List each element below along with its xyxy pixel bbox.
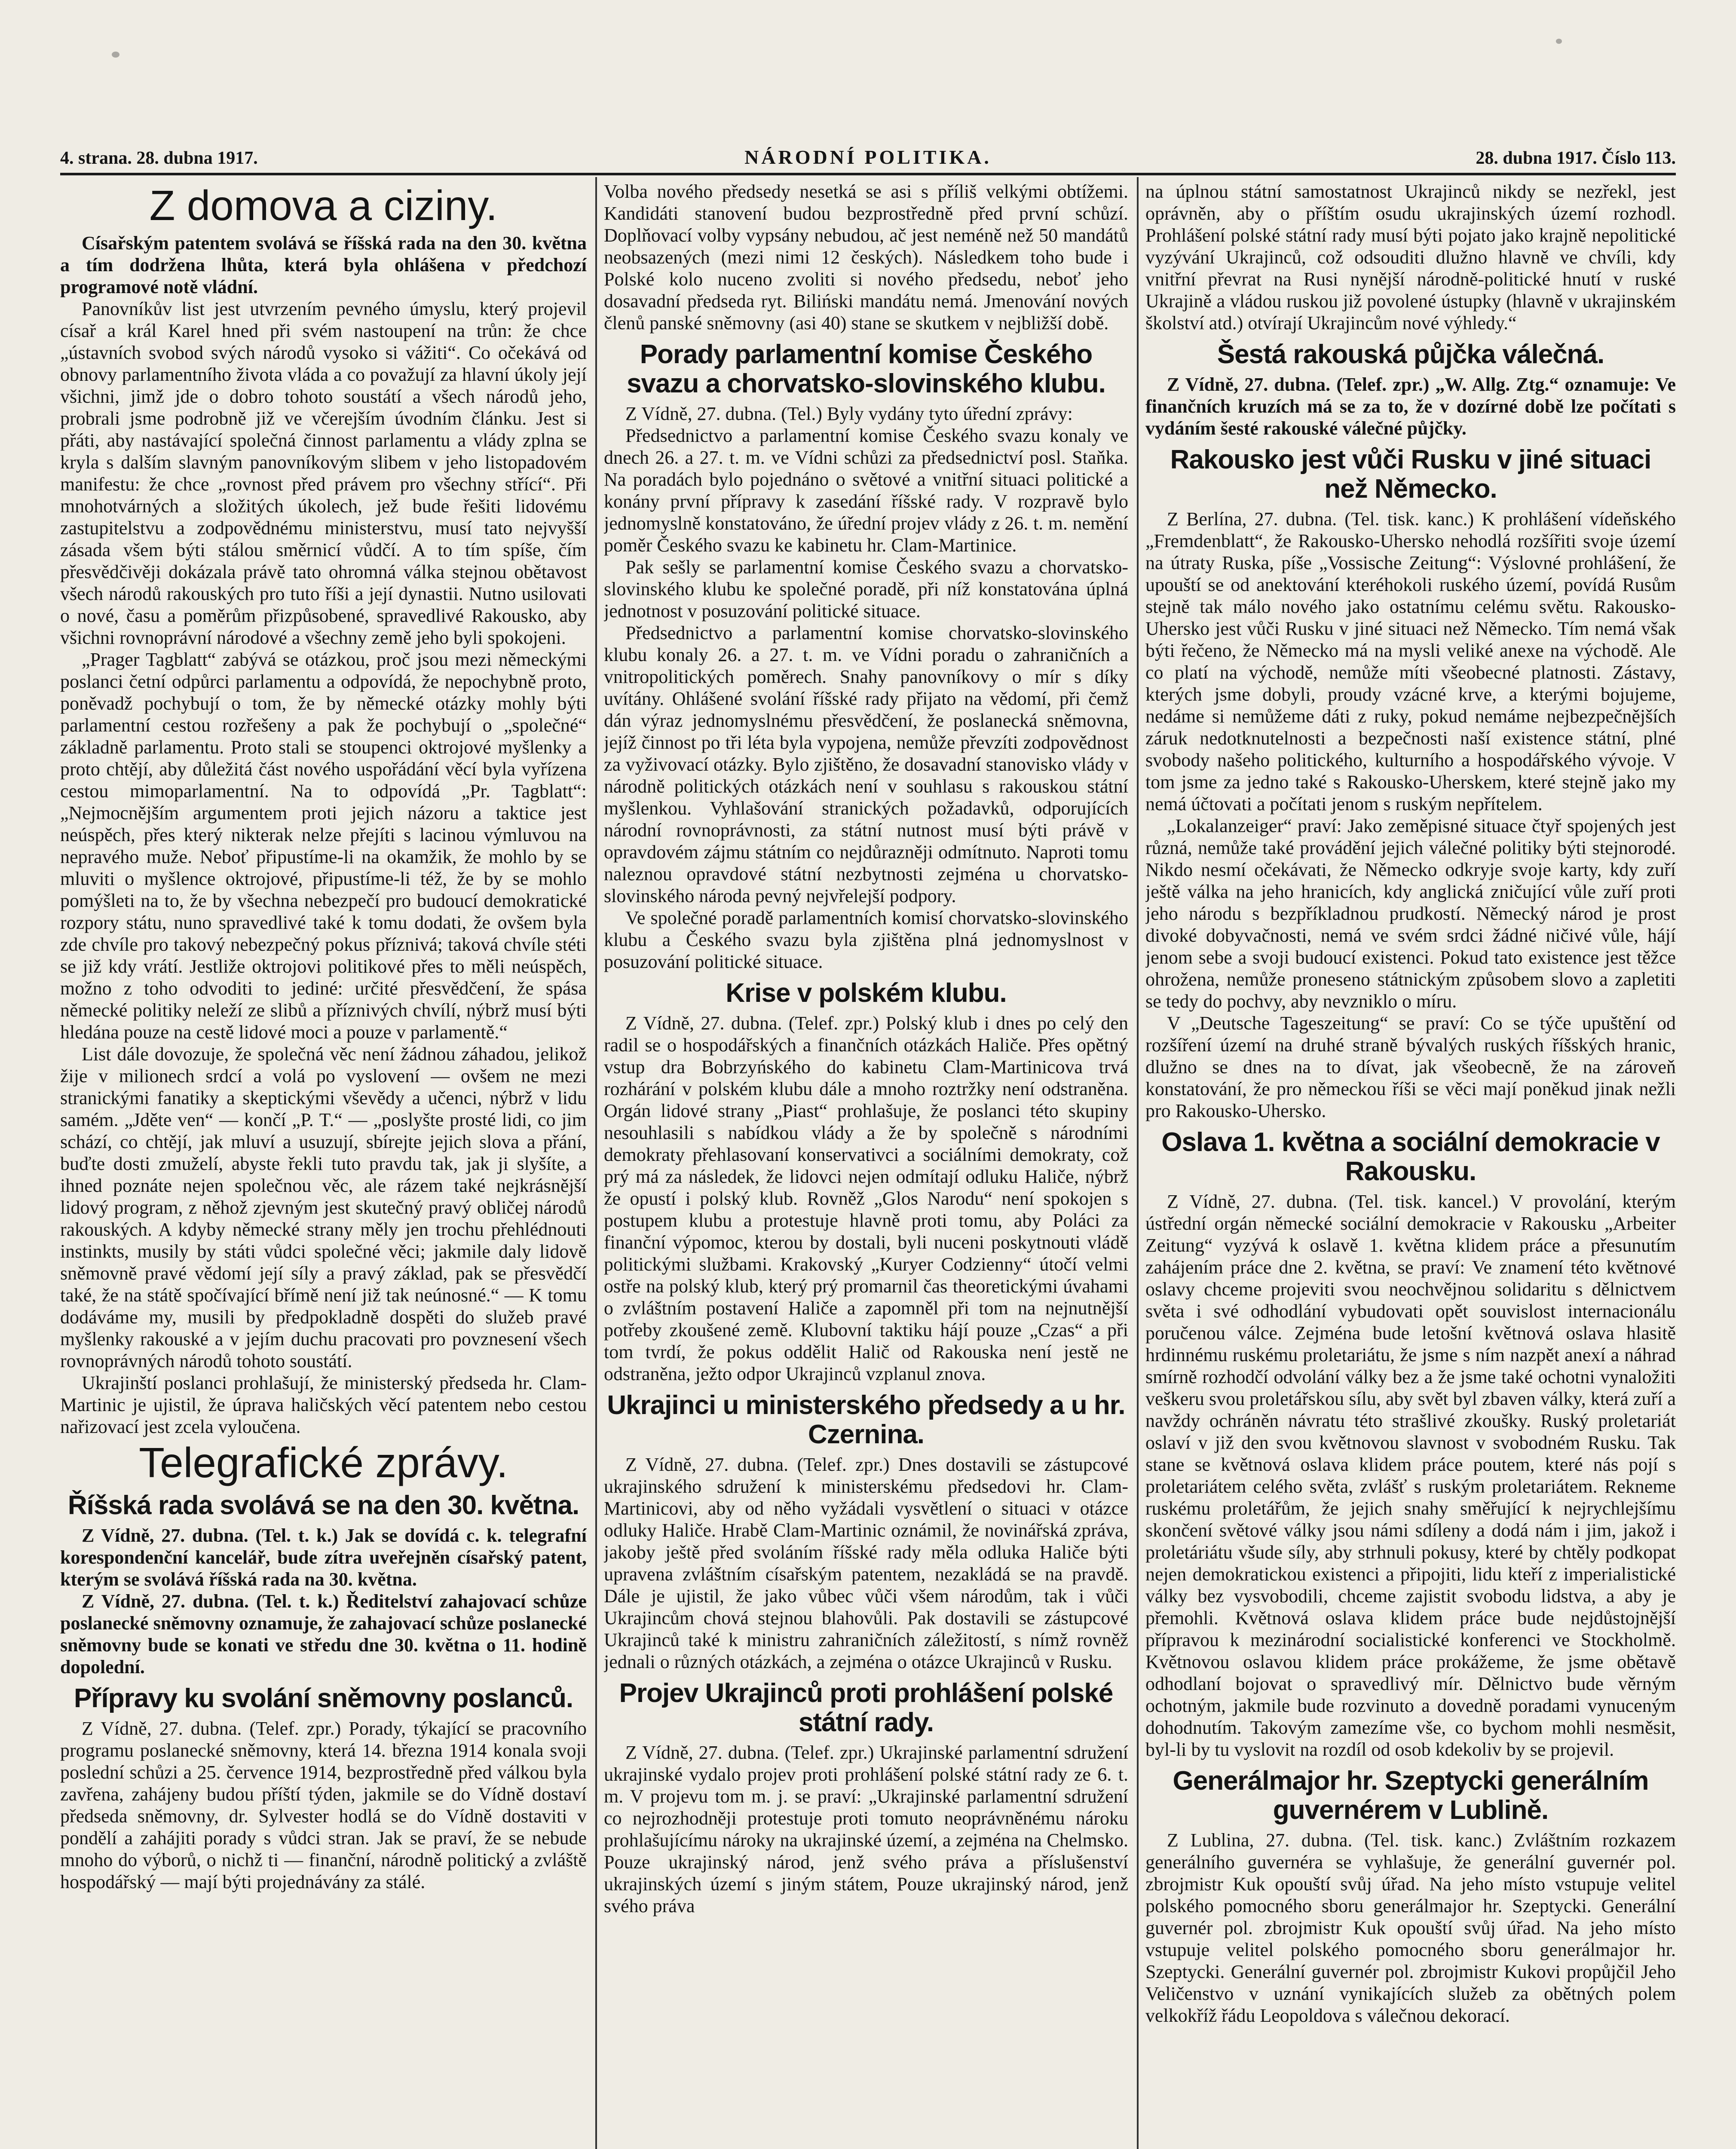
article-paragraph: Z Vídně, 27. dubna. (Tel. t. k.) Jak se dovídá c. k. telegrafní korespondenční kancelář, bude zítra uveřejněn císařský patent, kterým se svolává říšská rada na 30. května. bbox=[60, 1525, 587, 1590]
headline-rakousko: Rakousko jest vůči Rusku v jiné situaci než Německo. bbox=[1170, 445, 1651, 504]
article-paragraph: Ukrajinští poslanci prohlašují, že ministerský předseda hr. Clam-Martinic je ujistil, že úprava haličských věcí patentem nebo cestou nařizovací jest zcela vyloučena. bbox=[60, 1372, 587, 1437]
column-divider-1 bbox=[595, 177, 597, 2149]
headline-pujcka: Šestá rakouská půjčka válečná. bbox=[1217, 340, 1604, 369]
article-paragraph: V „Deutsche Tageszeitung“ se praví: Co se týče upuštění od rozšíření území na druhé straně bývalých ruských říšských hranic, dlužno se dnes na to dívat, jak všeobecně, že na zároveň konstatování, že pro německou říši se věci mají poněkud jinak nežli pro Rakousko-Uhersko. bbox=[1145, 1013, 1676, 1121]
article-paragraph: Ve společné poradě parlamentních komisí chorvatsko-slovinského klubu a Českého svazu byla zjištěna plná jednomyslnost v posuzování politické situace. bbox=[604, 907, 1128, 972]
column-1 bbox=[60, 181, 587, 2149]
article-paragraph: „Lokalanzeiger“ praví: Jako zeměpisné situace čtyř spojených jest různá, nemůže také provádění jejich válečné politiky býti stejnorodé. Nikdo nesmí očekávati, že Německo odkryje svoje karty, kdy zuří ještě válka na jeho hranicích, kdy anglická zničující vůle zuří proti jeho národu s bezpříkladnou prudkostí. Německý národ je prost divoké dobyvačnosti, nemá ve svém srdci žádné ničivé vůle, hájí jenom sebe a svoji budoucí existenci. Pokud tato existence jest těžce ohrožena, nemůže proneseno státnickým způsobem slovo a zapletiti se tedy do pochvy, aby nevzniklo o míru. bbox=[1145, 815, 1676, 1012]
article-paragraph: Z Vídně, 27. dubna. (Tel. tisk. kancel.) V provolání, kterým ústřední orgán německé sociální demokracie v Rakousku „Arbeiter Zeitung“ vyzývá k oslavě 1. května klidem práce a přesunutím zahájením práce dne 2. května, se praví: Ve znamení této květnové oslavy chceme projeviti svou neochvějnou solidaritu s dělnictvem světa i své odhodlání vybudovati opět souvislost internacionálu poručenou válce. Zejména bude letošní květnová oslava hlasitě hrdinnému ruskému proletariátu, že jsme s ním nazpět anexí a náhrad smírně rozhodčí odvolání války bez a že jsme také ochotni vynaložiti veškeru svou proletářskou sílu, aby svět byl zbaven války, která zuří a navždy ochráněn návratu této strašlivé zkoušky. Ruský proletariát oslaví v již den svou květnovou slavnost v svobodném Rusku. Tak stane se květnová oslava klidem práce poutem, které nás pojí s proletariátem celého světa, zvlášť s ruským proletariátem. Rekneme ruskému proletářům, že jejich snahy směřující k nejrychlejšímu skončení světové války jsou námi sdíleny a dodá nám i jim, jakož i proletáriátu všude síly, aby strhnuli pokusy, které by chtěly podkopat nejen demokratickou existenci a připojiti, lidu kteří z imperialistické války bez vysvobodili, chceme zajistit svobodu lidstva, a aby je přemohli. Květnová oslava klidem práce bude nejdůstojnější přípravou k mezinárodní socialistické konferenci ve Stockholmě. Květnovou oslavou klidem práce prokážeme, že jsme obětavě odhodlaní bojovat o spravedlivý mír. Dělnictvo bude věrným ochotným, jakmile bude rozvinuto a dovedně poradami vynuceným dohodnutím. Takovým zamezíme vše, co bychom mohli nesměsit, byl-li by tu vyslovit na rozdíl od osob kdekoliv by se projevil. bbox=[1145, 1191, 1676, 1760]
running-header bbox=[60, 138, 1676, 172]
article-paragraph: Z Lublina, 27. dubna. (Tel. tisk. kanc.) Zvláštním rozkazem generálního guvernéra se vyhlašuje, že generální guvernér pol. zbrojmistr Kuk opouští svůj úřad. Na jeho místo vstupuje velitel polského pomocného sboru generálmajor hr. Szeptycki. Generální guvernér pol. zbrojmistr Kuk opouští svůj úřad. Na jeho místo vstupuje velitel polského pomocného sboru generálmajor hr. Szeptycki. Generální guvernér pol. zbrojmistr Kukovi propůjčil Jeho Veličenstvo v uznání vynikajících služeb za obětných polem velkokříž řádu Leopoldova s válečnou dekorací. bbox=[1145, 1830, 1676, 2026]
header-page-date: 4. strana. 28. dubna 1917. bbox=[60, 148, 258, 168]
article-paragraph: Předsednictvo a parlamentní komise Českého svazu konaly ve dnech 26. a 27. t. m. ve Vídni schůzi za předsednictví posl. Staňka. Na poradách bylo pojednáno o světové a vnitřní situaci politické a konány první přípravy k zasedání říšské rady. V rozpravě bylo jednomyslně konstatováno, že úřední projev vlády z 26. t. m. nemění poměr Českého svazu ke kabinetu hr. Clam-Martinice. bbox=[604, 425, 1128, 556]
article-paragraph: Volba nového předsedy nesetká se asi s příliš velkými obtížemi. Kandidáti stanovení budou bezprostředně před první schůzí. Doplňovací volby vypsány nebudou, ač jest neméně než 50 mandátů neobsazených (mezi nimi 12 českých). Následkem toho bude i Polské kolo nuceno zvoliti si nového předsedu, neboť jeho dosavadní předseda ryt. Biliński mandátu nemá. Jmenování nových členů panské sněmovny (asi 40) stane se skutkem v nejbližší době. bbox=[604, 181, 1128, 334]
headline-projev: Projev Ukrajinců proti prohlášení polské státní rady. bbox=[619, 1678, 1113, 1737]
header-rule bbox=[60, 173, 1676, 175]
headline-krise: Krise v polském klubu. bbox=[726, 978, 1007, 1008]
column-2 bbox=[604, 181, 1128, 2149]
scan-speck bbox=[112, 52, 119, 58]
article-paragraph: Z Vídně, 27. dubna. (Telef. zpr.) Dnes dostavili se zástupcové ukrajinského sdružení k ministerskému předsedovi hr. Clam-Martinicovi, aby od něho vyžádali vysvětlení o situaci v otázce odluky Haliče. Hrabě Clam-Martinic oznámil, že novinářská zpráva, jakoby ještě před svoláním říšské rady měla odluka Haliče býti upravena zvláštním císařským patentem, nezakládá se na pravdě. Dále je ujistil, že jako vůbec vůči všem národům, tak i vůči Ukrajincům chová stejnou blahovůli. Pak dostavili se zástupcové Ukrajinců také k ministru zahraničních záležitostí, s nímž rovněž jednali o různých otázkách, a zejména o otázce Ukrajinců v Rusku. bbox=[604, 1454, 1128, 1672]
headline-oslava: Oslava 1. května a sociální demokracie v Rakousku. bbox=[1161, 1127, 1660, 1186]
article-paragraph: Pak sešly se parlamentní komise Českého svazu a chorvatsko-slovinského klubu ke společné poradě, při níž konstatována úplná jednotnost v posuzování politické situace. bbox=[604, 557, 1128, 621]
headline-pripravy: Přípravy ku svolání sněmovny poslanců. bbox=[73, 1684, 573, 1713]
article-paragraph: „Prager Tagblatt“ zabývá se otázkou, proč jsou mezi německými poslanci četní odpůrci parlamentu a odpovídá, že nepochybně proto, poněvadž pochybují o tom, že by německé otázky mohly býti parlamentní cestou rozřešeny a pak že pochybují o „společné“ základně parlamentu. Proto stali se stoupenci oktrojové myšlenky a proto chtějí, aby důležitá část nového uspořádání věcí byla vyřízena cestou mimoparlamentní. Na to odpovídá „Pr. Tagblatt“: „Nejmocnějším argumentem proti jejich názoru a taktice jest neúspěch, přes který nikterak nelze přejíti s lacinou výmluvou na nepravého muže. Neboť připustíme-li na okamžik, že mohlo by se mluviti o myšlence oktrojové, připustíme-li též, že by se mohlo pomýšleti na to, že by všechna nebezpečí pro budoucí demokratické rozpory státu, nuno spravedlivé také k tomu dodati, že ovšem byla zde chvíle pro takový nebezpečný pokus příznivá; taková chvíle stéti se již kdy vrátí. Jestliže oktrojovi politikové přes to měli neúspěch, možno z toho odvoditi to jediné: určité přesvědčení, že spása německé politiky neleží ze slibů a příznivých chvílí, nýbrž musí býti hledána pouze na cestě lidové moci a pouze v parlamentě.“ bbox=[60, 649, 587, 1043]
header-date-issue: 28. dubna 1917. Číslo 113. bbox=[1476, 148, 1676, 168]
header-masthead: NÁRODNÍ POLITIKA. bbox=[744, 146, 992, 168]
headline-porady: Porady parlamentní komise Českého svazu a chorvatsko-slovinského klubu. bbox=[627, 340, 1105, 398]
scan-speck bbox=[1556, 39, 1562, 44]
article-paragraph: Z Vídně, 27. dubna. (Telef. zpr.) Polský klub i dnes po celý den radil se o hospodářských a finančních otázkách Haliče. Přes opětný vstup dra Bobrzyńského do kabinetu Clam-Martinicova trvá rozhárání v polském klubu dále a mnoho roztržky není odstraněna. Orgán lidové strany „Piast“ prohlašuje, že poslanci této skupiny nesouhlasili s nabídkou vlády a že by společně s národními demokraty přehlasovaní konservativci a sociálními demokraty, což prý má za následek, že lidovci nejen odmítají odluku Haliče, nýbrž že opustí i polský klub. Rovněž „Glos Narodu“ není spokojen s postupem klubu a protestuje hlavně proti tomu, aby Poláci za finanční výpomoc, kterou by dostali, byli nuceni poskytnouti vládě politickými službami. Krakovský „Kuryer Codzienny“ útočí velmi ostře na polský klub, který prý promarnil čas theoretickými úvahami o zvláštním postavení Haliče a zapomněl při tom na nejnutnější potřeby zkoušené země. Klubovní taktiku hájí pouze „Czas“ a při tom tvrdí, že pokus oddělit Halič od Rakouska není jestě ne odstraněna, ježto odpor Ukrajinců vzplanul znova. bbox=[604, 1013, 1128, 1384]
article-paragraph: Panovníkův list jest utvrzením pevného úmyslu, který projevil císař a král Karel hned při svém nastoupení na trůn: že chce „ústavních svobod svých národů vysoko si vážiti“. Co očekává od obnovy parlamentního života vláda a co považují za hlavní úkoly její všichni, jimž jde o dobro tohoto soustátí a všech národů jeho, probrali jsme podrobně již ve včerejším úvodním článku. Jest si přáti, aby nastávající společná činnost parlamentu a vlády zplna se kryla s dalším slavným panovníkovým slibem v jeho listopadovém manifestu: že chce „rovnost před právem pro všechny střící“. Při mnohotvárných a složitých úkolech, jež bude řešiti lidovému zastupitelstvu a zodpovědnému ministerstvu, musí tato nejvyšší zásada všem býti stálou směrnicí vůdčí. A to tím spíše, čím přesvědčivěji dokázala právě tato ohromná válka stejnou obětavost všech národů rakouských pro tuto říši a její dynastii. Nutno usilovati o nové, času a poměrům přizpůsobené, spravedlivé Rakousko, aby všichni rovnoprávní národové a všechny země jeho byli spokojeni. bbox=[60, 298, 587, 648]
column-3 bbox=[1145, 181, 1676, 2149]
article-paragraph: Z Vídně, 27. dubna. (Tel. t. k.) Ředitelství zahajovací schůze poslanecké sněmovny oznamuje, že zahajovací schůze poslanecké sněmovny bude se konati ve středu dne 30. května o 11. hodině dopolední. bbox=[60, 1591, 587, 1678]
section-title-telegraficke: Telegrafické zprávy. bbox=[139, 1439, 508, 1486]
column-divider-2 bbox=[1137, 177, 1139, 2149]
article-paragraph: Z Vídně, 27. dubna. (Telef. zpr.) Ukrajinské parlamentní sdružení ukrajinské vydalo projev proti prohlášení polské státní rady ze 6. t. m. V projevu tom m. j. se praví: „Ukrajinské parlamentní sdružení co nejrozhodněji protestuje proti tomuto neoprávněnému nároku prohlašujícímu nároky na ukrajinské území, a zejména na Chelmsko. Pouze ukrajinský národ, jenž svého práva a příslušenství ukrajinských území s jiným státem, Pouze ukrajinský národ, jenž svého práva bbox=[604, 1742, 1128, 1916]
article-paragraph: Předsednictvo a parlamentní komise chorvatsko-slovinského klubu konaly 26. a 27. t. m. ve Vídni poradu o zahraničních a vnitropolitických poměrech. Snahy panovníkovy o mír s díky uvítány. Ohlášené svolání říšské rady přijato na vědomí, při čemž dán výraz jednomyslnému přesvědčení, že poslanecká sněmovna, jejíž činnost po tři léta byla vypojena, nemůže převzíti zodpovědnost za vyživovací otázky. Bylo zjištěno, že dosavadní stanovisko vlády v národně politických otázkách není v souhlasu s rakouskou státní myšlenkou. Vyhlašování stranických požadavků, odporujících národní rovnoprávnosti, za státní nutnost musí býti právě v opravdovém zájmu státním co nejdůrazněji odmítnuto. Naproti tomu naleznou opravdové státní nezbytnosti zejména u chorvatsko-slovinského národa pevný nejvřelejší podpory. bbox=[604, 622, 1128, 906]
article-paragraph: Z Berlína, 27. dubna. (Tel. tisk. kanc.) K prohlášení vídeňského „Fremdenblatt“, že Rakousko-Uhersko nehodlá rozšířiti svoje území na útraty Ruska, píše „Vossische Zeitung“: Výslovné prohlášení, že upouští se od anektování kteréhokoli ruského území, povídá Rusům stejně tak málo nového jako ostatnímu celému světu. Rakousko-Uhersko jest vůči Rusku v jiné situaci než Německo. Tím nemá však býti řečeno, že Německo má na mysli veliké anexe na východě. Ale co platí na východě, nemůže míti všeobecné platnosti. Zástavy, kterých jsme dobyli, proudy vzácné krve, a kterými bojujeme, nedáme si nemůžeme dáti z ruky, pokud nemáme nejbezpečnějších záruk nedotknutelnosti a bezpečnosti naší existence státní, plné svobody našeho politického, kulturního a hospodářského vývoje. V tom jsme za jedno také s Rakousko-Uherskem, které stejně jako my nemá účtovati a počítati jenom s ruským nepřítelem. bbox=[1145, 508, 1676, 814]
article-paragraph: Z Vídně, 27. dubna. (Tel.) Byly vydány tyto úřední zprávy: bbox=[625, 403, 1073, 424]
article-paragraph: List dále dovozuje, že společná věc není žádnou záhadou, jelikož žije v milionech srdcí a volá po vyslovení — ovšem ne mezi stranickými fanatiky a skeptickými vševědy a učenci, nýbrž v lidu samém. „Jděte ven“ — končí „P. T.“ — „poslyšte prosté lidi, co jim schází, co chtějí, jak mluví a usuzují, sbírejte jejich slova a přání, buďte dosti zmuželí, abyste řekli tuto pravdu tak, jak ji slyšíte, a ihned poznáte nejen společnou věc, ale rázem také nejkrásnější lidový program, z něhož zjevným jest skutečný pravý obličej národů rakouských. A kdyby německé strany měly jen trochu přehlédnouti instinkts, musily by státi vůdci společné věci; jakmile daly lidově sněmovně pravé vědomí její síly a pravý základ, pak se přesvědčí také, že na státě spočívající břímě není již tak neúnosné.“ — K tomu dodáváme my, musili by předpokladně dospěti do služeb pravé myšlenky rakouské a v jejím duchu pracovati pro povznesení všech rovnoprávných národů tohoto soustátí. bbox=[60, 1044, 587, 1371]
headline-generalmajor: Generálmajor hr. Szeptycki generálním guvernérem v Lublině. bbox=[1173, 1766, 1649, 1825]
article-paragraph: Z Vídně, 27. dubna. (Telef. zpr.) Porady, týkající se pracovního programu poslanecké sněmovny, která 14. března 1914 konala svoji poslední schůzi a 25. července 1914, bezprostředně před válkou byla zavřena, zahájeny budou příští týden, jakmile se do Vídně dostaví předseda sněmovny, dr. Sylvester hodlá se do Vídně dostaviti v pondělí a zahájiti porady s vůdci stran. Jak se praví, že se nebude mnoho do výborů, o nichž ti — finanční, národně politický a zvláště hospodářský — mají býti projednávány za stálé. bbox=[60, 1718, 587, 1892]
article-paragraph: na úplnou státní samostatnost Ukrajinců nikdy se nezřekl, jest oprávněn, aby o příštím osudu ukrajinských území rozhodl. Prohlášení polské státní rady musí býti pojato jako krajně nepolitické vyzývání Ukrajinců, což odsouditi dlužno hlavně ve chvíli, kdy vnitřní převrat na Rusi nynější národně-politické hnutí v ruské Ukrajině a vládou ruskou již povolené ústupky (hlavně v ukrajinském školství atd.) otvírají Ukrajincům nové výhledy.“ bbox=[1145, 181, 1676, 334]
section-title-domova: Z domova a ciziny. bbox=[149, 182, 498, 229]
article-lead: Císařským patentem svolává se říšská rada na den 30. května a tím dodržena lhůta, která byla ohlášena v předchozí programové notě vládní. bbox=[60, 233, 587, 297]
article-paragraph: Z Vídně, 27. dubna. (Telef. zpr.) „W. Allg. Ztg.“ oznamuje: Ve finančních kruzích má se za to, že v dozírné době lze počítati s vydáním šesté rakouské válečné půjčky. bbox=[1145, 374, 1676, 439]
headline-rada: Říšská rada svolává se na den 30. května. bbox=[67, 1491, 579, 1520]
headline-ukrajinci: Ukrajinci u ministerského předsedy a u hr. Czernina. bbox=[607, 1390, 1125, 1449]
